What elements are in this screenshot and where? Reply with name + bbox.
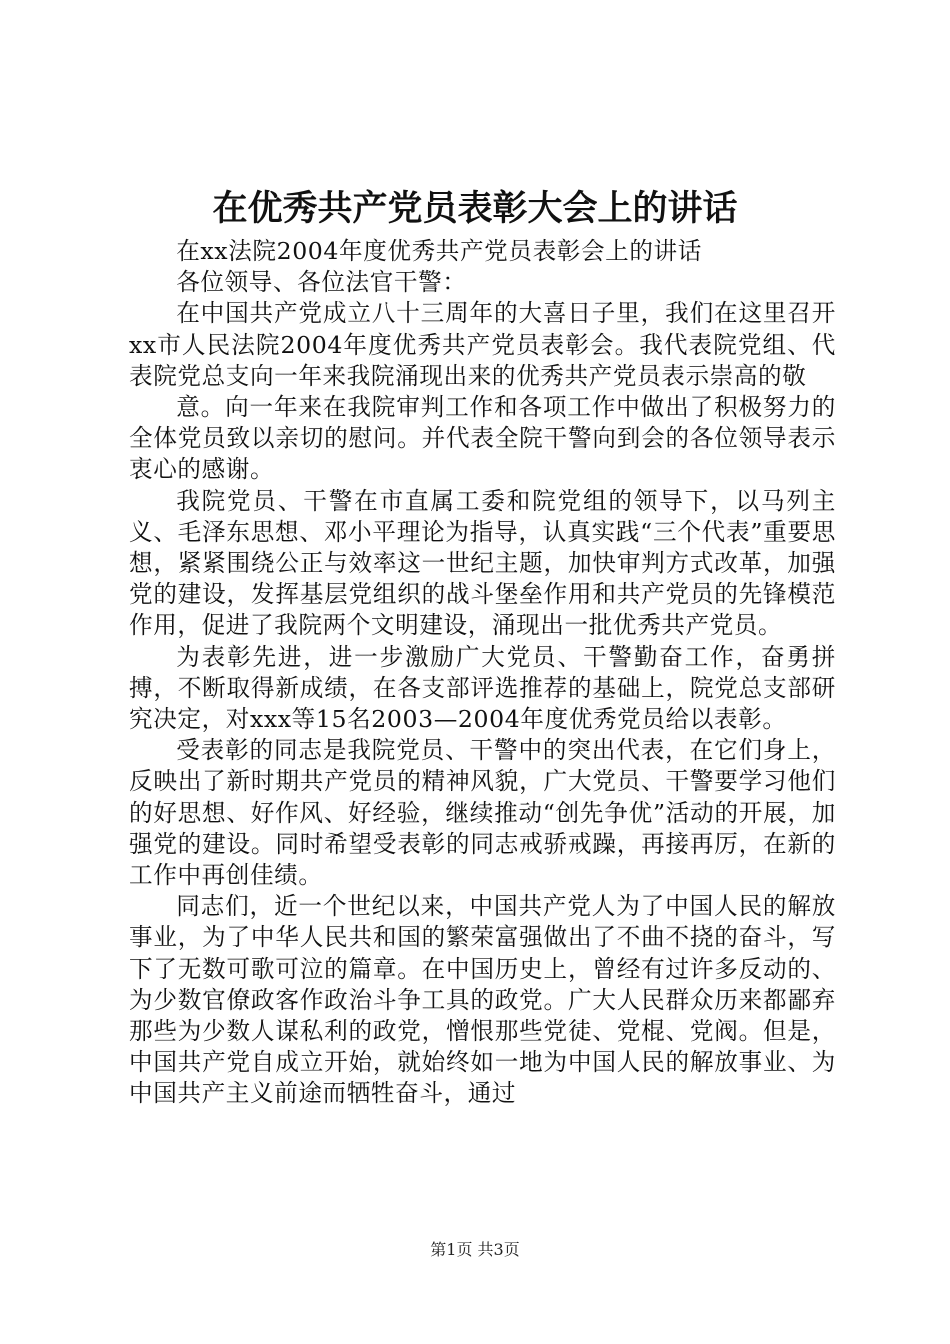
document-title: 在优秀共产党员表彰大会上的讲话 xyxy=(212,188,738,229)
body-paragraph: 为表彰先进，进一步激励广大党员、干警勤奋工作，奋勇拼搏，不断取得新成绩，在各支部评选推荐的基础上，院党总支部研究决定，对xxx等15名2003—2004年度优秀党员给以表彰。 xyxy=(129,642,836,734)
subtitle-paragraph: 在xx法院2004年度优秀共产党员表彰会上的讲话 xyxy=(176,237,702,265)
salutation-paragraph: 各位领导、各位法官干警： xyxy=(176,268,467,297)
body-paragraph: 我院党员、干警在市直属工委和院党组的领导下，以马列主义、毛泽东思想、邓小平理论为指导，认真实践“三个代表”重要思想，紧紧围绕公正与效率这一世纪主题，加快审判方式改革，加强党的建设，发挥基层党组织的战斗堡垒作用和共产党员的先锋模范作用，促进了我院两个文明建设，涌现出一批优秀共产党员。 xyxy=(129,486,836,640)
body-paragraph: 同志们，近一个世纪以来，中国共产党人为了中国人民的解放事业，为了中华人民共和国的繁荣富强做出了不曲不挠的奋斗，写下了无数可歌可泣的篇章。在中国历史上，曾经有过许多反动的、为少数官僚政客作政治斗争工具的政党。广大人民群众历来都鄙弃那些为少数人谋私利的政党，憎恨那些党徒、党棍、党阀。但是，中国共产党自成立开始，就始终如一地为中国人民的解放事业、为中国共产主义前途而牺牲奋斗，通过 xyxy=(129,892,836,1108)
body-paragraph: 意。向一年来在我院审判工作和各项工作中做出了积极努力的全体党员致以亲切的慰问。并代表全院干警向到会的各位领导表示衷心的感谢。 xyxy=(129,393,836,484)
body-paragraph: 在中国共产党成立八十三周年的大喜日子里，我们在这里召开xx市人民法院2004年度优秀共产党员表彰会。我代表院党组、代表院党总支向一年来我院涌现出来的优秀共产党员表示崇高的敬 xyxy=(129,299,836,390)
body-paragraph: 受表彰的同志是我院党员、干警中的突出代表，在它们身上，反映出了新时期共产党员的精神风貌，广大党员、干警要学习他们的好思想、好作风、好经验，继续推动“创先争优”活动的开展，加强党的建设。同时希望受表彰的同志戒骄戒躁，再接再厉，在新的工作中再创佳绩。 xyxy=(129,736,836,890)
page-number-footer: 第1页 共3页 xyxy=(430,1240,520,1259)
document-body xyxy=(129,236,836,1110)
